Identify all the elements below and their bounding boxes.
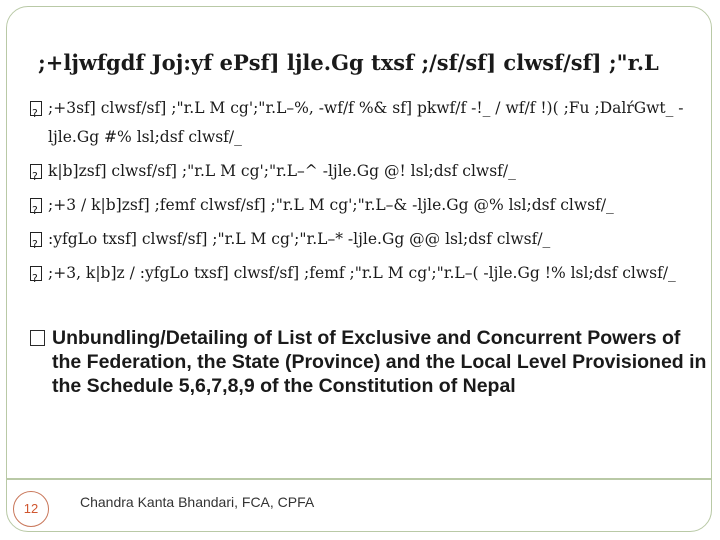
- footer-divider: [6, 478, 712, 480]
- bullet-text: k|b]zsf] clwsf/sf] ;"r.L M cg';"r.L–^ -ljle.Gg @! lsl;dsf clwsf/_: [48, 162, 516, 180]
- bullet-text: :yfgLo txsf] clwsf/sf] ;"r.L M cg';"r.L–* -ljle.Gg @@ lsl;dsf clwsf/_: [48, 230, 551, 248]
- bullet-text: ;+3sf] clwsf/sf] ;"r.L M cg';"r.L–%, -wf/f %& sf] pkwf/f -!_ / wf/f !)( ;Fu ;DalŕGwt_ -ljle.Gg #% lsl;dsf clwsf/_: [48, 99, 684, 146]
- english-note: [30, 326, 710, 398]
- bullet-text: ;+3, k|b]z / :yfgLo txsf] clwsf/sf] ;femf ;"r.L M cg';"r.L–( -ljle.Gg !% lsl;dsf clwsf/_: [48, 264, 676, 282]
- bullet-list: [30, 94, 698, 293]
- list-item: [30, 225, 698, 254]
- english-note-text: Unbundling/Detailing of List of Exclusive and Concurrent Powers of the Federation, the State (Province) and the Local Level Provisioned in the Schedule 5,6,7,8,9 of the Constitution of Nepal: [52, 327, 707, 397]
- bullet-box-icon: [30, 164, 42, 179]
- list-item: [30, 94, 698, 152]
- bullet-box-icon: [30, 101, 42, 116]
- bullet-box-icon: [30, 266, 42, 281]
- checkbox-bullet-icon: [30, 330, 45, 346]
- slide-title: ;+ljwfgdf Joj:yf ePsf] ljle.Gg txsf ;/sf/sf] clwsf/sf] ;"r.L: [38, 50, 659, 75]
- list-item: [30, 191, 698, 220]
- bullet-box-icon: [30, 198, 42, 213]
- list-item: [30, 157, 698, 186]
- list-item: [30, 259, 698, 288]
- page-number-badge: 12: [13, 491, 49, 527]
- bullet-text: ;+3 / k|b]zsf] ;femf clwsf/sf] ;"r.L M cg';"r.L–& -ljle.Gg @% lsl;dsf clwsf/_: [48, 196, 614, 214]
- bullet-box-icon: [30, 232, 42, 247]
- footer-author: Chandra Kanta Bhandari, FCA, CPFA: [80, 494, 315, 510]
